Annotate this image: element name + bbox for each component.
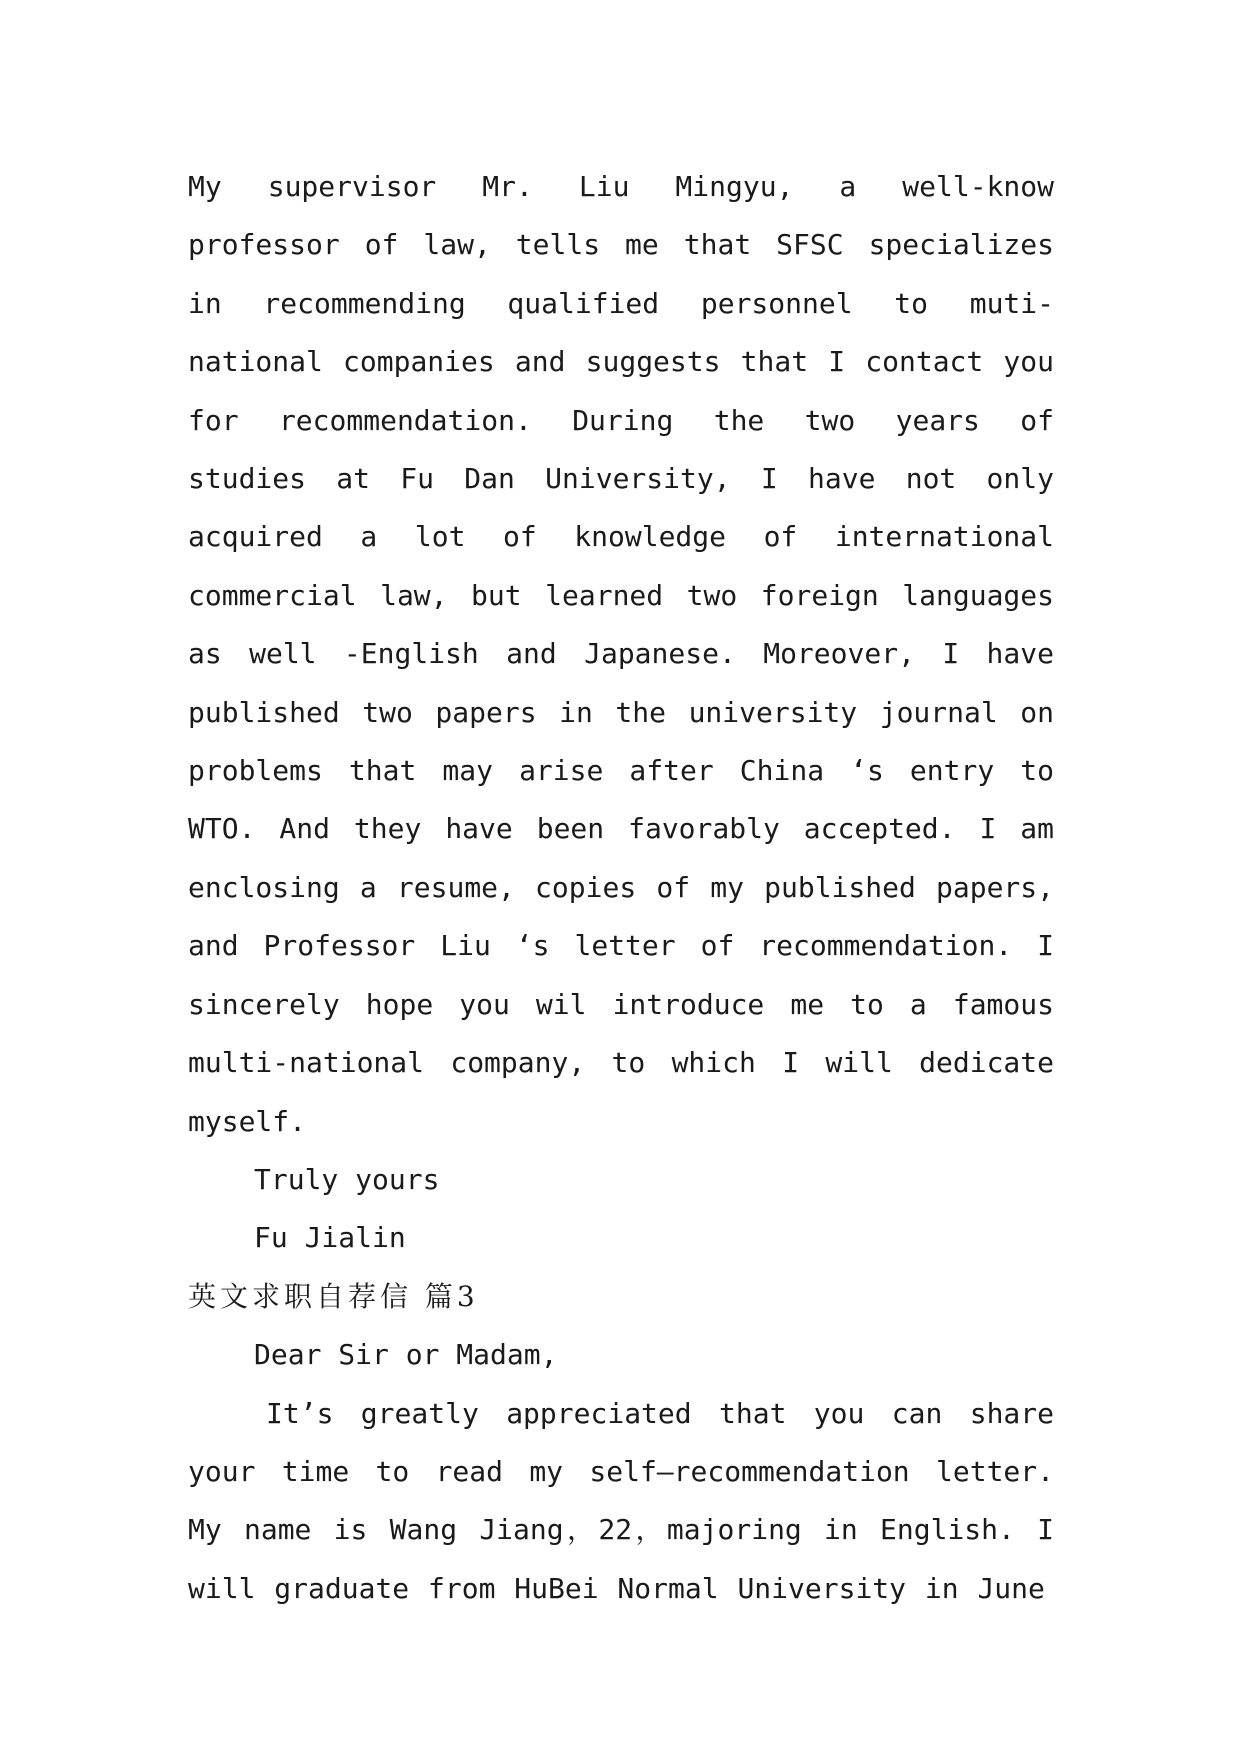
section-heading: 英文求职自荐信 篇3 (188, 1279, 479, 1313)
letter-signature: Fu Jialin (254, 1221, 406, 1255)
letter-closing: Truly yours (254, 1162, 440, 1196)
letter-body-paragraph: My supervisor Mr. Liu Mingyu, a well-know professor of law, tells me that SFSC specializes in recommending qualified personnel to muti-national companies and suggests that I contact you for recommendation. During the two years of studies at Fu Dan University, I have not only acquired a lot of knowledge of international commercial law, but learned two foreign languages as well -English and Japanese. Moreover, I have published two papers in the university journal on problems that may arise after China ‘s entry to WTO. And they have been favorably accepted. I am enclosing a resume, copies of my published papers, and Professor Liu ‘s letter of recommendation. I sincerely hope you wil introduce me to a famous multi-national company, to which I will dedicate myself. (188, 170, 1054, 1138)
letter-body-paragraph-2: It’s greatly appreciated that you can share your time to read my self—recommendation letter. My name is Wang Jiang，22，majoring in English. I will graduate from HuBei Normal University in June (188, 1396, 1054, 1605)
letter-content (188, 158, 1054, 1618)
letter-salutation: Dear Sir or Madam, (254, 1338, 558, 1372)
